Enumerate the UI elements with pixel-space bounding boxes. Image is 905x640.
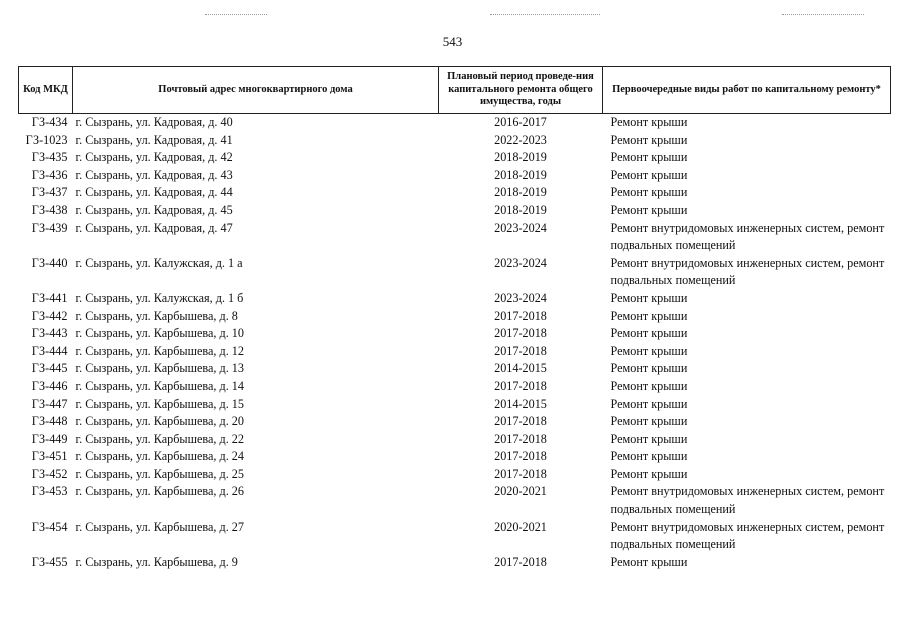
table-row bbox=[19, 360, 891, 378]
table-row bbox=[19, 149, 891, 167]
cell-work: Ремонт крыши bbox=[610, 361, 688, 376]
cell-code: ГЗ-448 bbox=[31, 414, 68, 429]
cell-address: г. Сызрань, ул. Карбышева, д. 24 bbox=[75, 449, 244, 464]
cell-period: 2014-2015 bbox=[494, 361, 547, 376]
cell-address: г. Сызрань, ул. Карбышева, д. 22 bbox=[75, 431, 244, 446]
table-row bbox=[19, 519, 891, 554]
cell-code: ГЗ-449 bbox=[31, 431, 68, 446]
cell-code: ГЗ-441 bbox=[31, 290, 68, 305]
cell-address: г. Сызрань, ул. Кадровая, д. 44 bbox=[75, 185, 233, 200]
cell-period: 2017-2018 bbox=[494, 431, 547, 446]
table-row bbox=[19, 308, 891, 326]
cell-address: г. Сызрань, ул. Калужская, д. 1 б bbox=[75, 290, 244, 305]
cell-address: г. Сызрань, ул. Калужская, д. 1 а bbox=[75, 255, 243, 270]
cell-work: Ремонт крыши bbox=[610, 554, 688, 569]
cell-code: ГЗ-434 bbox=[31, 115, 68, 129]
cell-work: Ремонт внутридомовых инженерных систем, ремонт подвальных помещений bbox=[610, 220, 885, 253]
cell-work: Ремонт внутридомовых инженерных систем, ремонт подвальных помещений bbox=[610, 484, 885, 517]
cell-period: 2020-2021 bbox=[494, 519, 547, 534]
cell-address: г. Сызрань, ул. Карбышева, д. 12 bbox=[75, 343, 244, 358]
cell-code: ГЗ-438 bbox=[31, 202, 68, 217]
cell-work: Ремонт крыши bbox=[610, 115, 688, 129]
cell-address: г. Сызрань, ул. Карбышева, д. 25 bbox=[75, 466, 244, 481]
cell-period: 2017-2018 bbox=[494, 554, 547, 569]
table-row bbox=[19, 184, 891, 202]
cell-work: Ремонт крыши bbox=[610, 185, 688, 200]
scan-artifact-marks bbox=[0, 14, 905, 20]
cell-code: ГЗ-440 bbox=[31, 255, 68, 270]
cell-period: 2017-2018 bbox=[494, 378, 547, 393]
table-row bbox=[19, 431, 891, 449]
cell-work: Ремонт крыши bbox=[610, 414, 688, 429]
cell-period: 2017-2018 bbox=[494, 466, 547, 481]
cell-period: 2023-2024 bbox=[494, 220, 547, 235]
cell-work: Ремонт крыши bbox=[610, 431, 688, 446]
cell-code: ГЗ-444 bbox=[31, 343, 68, 358]
table-row bbox=[19, 114, 891, 132]
cell-period: 2020-2021 bbox=[494, 484, 547, 499]
cell-code: ГЗ-437 bbox=[31, 185, 68, 200]
cell-work: Ремонт крыши bbox=[610, 396, 688, 411]
capital-repair-table bbox=[18, 66, 891, 571]
cell-work: Ремонт крыши bbox=[610, 290, 688, 305]
cell-period: 2018-2019 bbox=[494, 150, 547, 165]
cell-work: Ремонт крыши bbox=[610, 150, 688, 165]
cell-period: 2018-2019 bbox=[494, 167, 547, 182]
table-row bbox=[19, 448, 891, 466]
cell-code: ГЗ-443 bbox=[31, 326, 68, 341]
cell-work: Ремонт внутридомовых инженерных систем, ремонт подвальных помещений bbox=[610, 519, 885, 552]
cell-code: ГЗ-451 bbox=[31, 449, 68, 464]
cell-work: Ремонт крыши bbox=[610, 308, 688, 323]
cell-code: ГЗ-453 bbox=[31, 484, 68, 499]
table-row bbox=[19, 132, 891, 150]
cell-period: 2017-2018 bbox=[494, 308, 547, 323]
table-row bbox=[19, 466, 891, 484]
cell-code: ГЗ-447 bbox=[31, 396, 68, 411]
cell-address: г. Сызрань, ул. Кадровая, д. 43 bbox=[75, 167, 233, 182]
cell-period: 2017-2018 bbox=[494, 449, 547, 464]
cell-code: ГЗ-436 bbox=[31, 167, 68, 182]
cell-address: г. Сызрань, ул. Карбышева, д. 9 bbox=[75, 554, 238, 569]
cell-period: 2017-2018 bbox=[494, 326, 547, 341]
cell-address: г. Сызрань, ул. Кадровая, д. 40 bbox=[75, 115, 233, 129]
table-row bbox=[19, 554, 891, 572]
table-row bbox=[19, 325, 891, 343]
table-row bbox=[19, 483, 891, 518]
cell-code: ГЗ-445 bbox=[31, 361, 68, 376]
cell-address: г. Сызрань, ул. Карбышева, д. 20 bbox=[75, 414, 244, 429]
table-body bbox=[19, 114, 891, 572]
cell-address: г. Сызрань, ул. Карбышева, д. 8 bbox=[75, 308, 238, 323]
cell-address: г. Сызрань, ул. Карбышева, д. 26 bbox=[75, 484, 244, 499]
cell-address: г. Сызрань, ул. Кадровая, д. 41 bbox=[75, 132, 233, 147]
table-row bbox=[19, 220, 891, 255]
cell-address: г. Сызрань, ул. Карбышева, д. 13 bbox=[75, 361, 244, 376]
cell-code: ГЗ-454 bbox=[31, 519, 68, 534]
cell-period: 2017-2018 bbox=[494, 414, 547, 429]
cell-period: 2014-2015 bbox=[494, 396, 547, 411]
cell-work: Ремонт крыши bbox=[610, 167, 688, 182]
cell-work: Ремонт крыши bbox=[610, 449, 688, 464]
cell-address: г. Сызрань, ул. Карбышева, д. 10 bbox=[75, 326, 244, 341]
cell-work: Ремонт крыши bbox=[610, 132, 688, 147]
cell-period: 2023-2024 bbox=[494, 290, 547, 305]
header-code: Код МКД bbox=[19, 67, 73, 114]
table-header bbox=[19, 67, 891, 114]
cell-period: 2018-2019 bbox=[494, 202, 547, 217]
cell-code: ГЗ-1023 bbox=[25, 132, 68, 147]
cell-work: Ремонт внутридомовых инженерных систем, ремонт подвальных помещений bbox=[610, 255, 885, 288]
cell-address: г. Сызрань, ул. Карбышева, д. 14 bbox=[75, 378, 244, 393]
cell-code: ГЗ-446 bbox=[31, 378, 68, 393]
cell-address: г. Сызрань, ул. Карбышева, д. 27 bbox=[75, 519, 244, 534]
table-row bbox=[19, 290, 891, 308]
cell-address: г. Сызрань, ул. Кадровая, д. 45 bbox=[75, 202, 233, 217]
table-row bbox=[19, 413, 891, 431]
cell-code: ГЗ-435 bbox=[31, 150, 68, 165]
table-row bbox=[19, 167, 891, 185]
cell-period: 2023-2024 bbox=[494, 255, 547, 270]
header-period: Плановый период проведе-ния капитального ремонта общего имущества, годы bbox=[439, 67, 603, 114]
table-row bbox=[19, 202, 891, 220]
cell-work: Ремонт крыши bbox=[610, 378, 688, 393]
table-row bbox=[19, 255, 891, 290]
cell-code: ГЗ-442 bbox=[31, 308, 68, 323]
cell-work: Ремонт крыши bbox=[610, 466, 688, 481]
cell-code: ГЗ-452 bbox=[31, 466, 68, 481]
table-row bbox=[19, 343, 891, 361]
table-row bbox=[19, 378, 891, 396]
cell-work: Ремонт крыши bbox=[610, 343, 688, 358]
cell-work: Ремонт крыши bbox=[610, 326, 688, 341]
table-row bbox=[19, 396, 891, 414]
cell-period: 2016-2017 bbox=[494, 115, 547, 129]
cell-address: г. Сызрань, ул. Кадровая, д. 42 bbox=[75, 150, 233, 165]
page-number: 543 bbox=[442, 34, 463, 49]
cell-code: ГЗ-439 bbox=[31, 220, 68, 235]
header-work: Первоочередные виды работ по капитальному ремонту* bbox=[603, 67, 891, 114]
cell-period: 2022-2023 bbox=[494, 132, 547, 147]
cell-period: 2017-2018 bbox=[494, 343, 547, 358]
cell-address: г. Сызрань, ул. Кадровая, д. 47 bbox=[75, 220, 233, 235]
cell-period: 2018-2019 bbox=[494, 185, 547, 200]
header-address: Почтовый адрес многоквартирного дома bbox=[73, 67, 439, 114]
cell-work: Ремонт крыши bbox=[610, 202, 688, 217]
cell-code: ГЗ-455 bbox=[31, 554, 68, 569]
cell-address: г. Сызрань, ул. Карбышева, д. 15 bbox=[75, 396, 244, 411]
